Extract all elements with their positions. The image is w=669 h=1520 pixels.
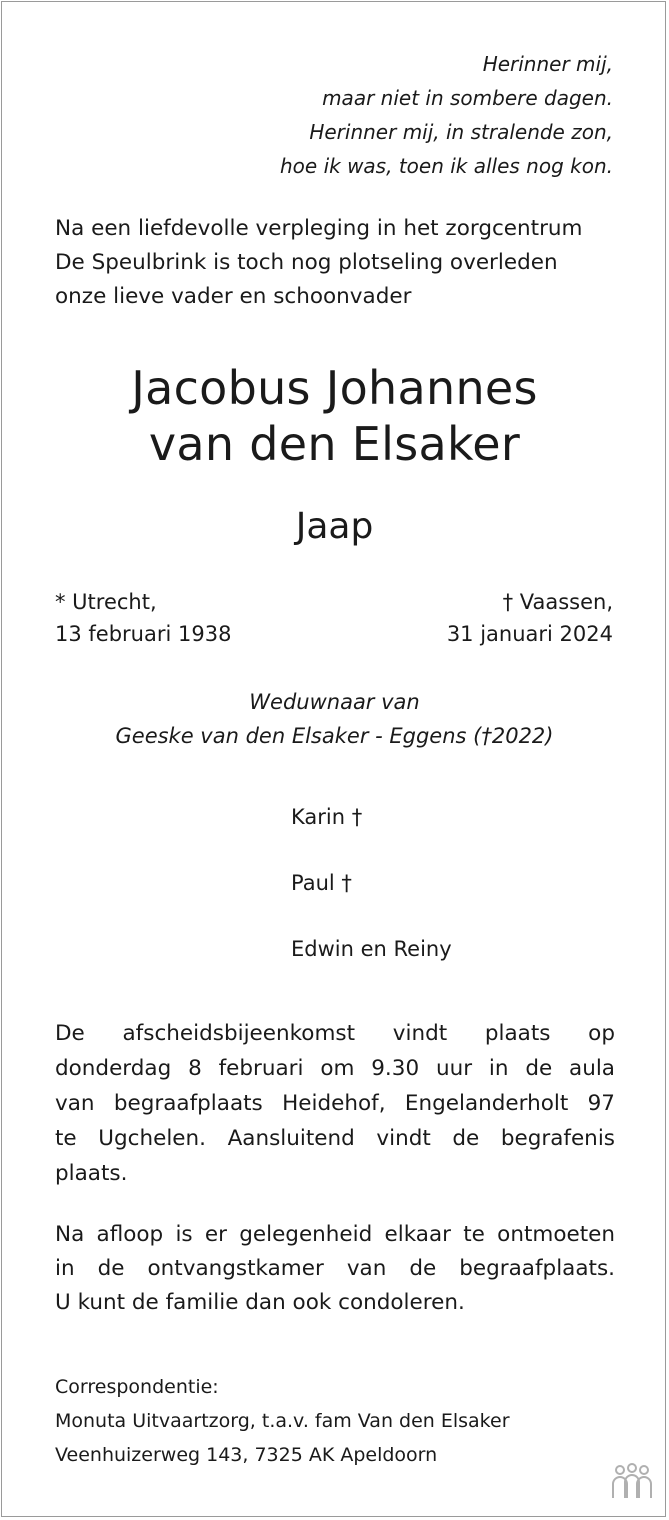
- poem-line: Herinner mij, in stralende zon,: [309, 120, 613, 144]
- gathering-line: Na afloop is er gelegenheid elkaar te ontmoeten: [55, 1222, 615, 1247]
- deceased-name-line2: van den Elsaker: [148, 417, 521, 471]
- intro-text: [55, 212, 615, 314]
- birth-info: [55, 586, 231, 650]
- spouse-name: Geeske van den Elsaker - Eggens (†2022): [115, 724, 554, 748]
- poem-line: Herinner mij,: [482, 52, 613, 76]
- correspondence-label: Correspondentie:: [55, 1376, 219, 1398]
- spouse-label: Weduwnaar van: [249, 690, 420, 714]
- death-date: 31 januari 2024: [446, 622, 613, 646]
- ceremony-line: plaats.: [55, 1161, 128, 1186]
- death-place: † Vaassen,: [502, 590, 613, 614]
- intro-line: De Speulbrink is toch nog plotseling overleden: [55, 250, 558, 275]
- deceased-name: [0, 360, 669, 472]
- intro-line: Na een liefdevolle verpleging in het zorgcentrum: [55, 216, 583, 241]
- gathering-line: in de ontvangstkamer van de begraafplaats.: [55, 1256, 615, 1281]
- deceased-nickname: Jaap: [295, 506, 374, 547]
- family-logo-icon: [608, 1462, 656, 1502]
- ceremony-line: donderdag 8 februari om 9.30 uur in de aula: [55, 1056, 615, 1081]
- gathering-line: U kunt de familie dan ook condoleren.: [55, 1290, 465, 1315]
- deceased-name-line1: Jacobus Johannes: [131, 361, 538, 415]
- child-item: Paul †: [291, 871, 352, 895]
- death-info: [447, 586, 613, 650]
- ceremony-text: [55, 1016, 615, 1191]
- birth-date: 13 februari 1938: [55, 622, 232, 646]
- child-item: Karin †: [291, 805, 363, 829]
- poem-line: hoe ik was, toen ik alles nog kon.: [280, 154, 613, 178]
- correspondence: [55, 1370, 510, 1472]
- children-list: [291, 800, 452, 998]
- ceremony-line: te Ugchelen. Aansluitend vindt de begrafenis: [55, 1126, 615, 1151]
- child-item: Edwin en Reiny: [291, 937, 452, 961]
- ceremony-line: van begraafplaats Heidehof, Engelanderholt 97: [55, 1091, 615, 1116]
- ceremony-line: De afscheidsbijeenkomst vindt plaats op: [55, 1021, 615, 1046]
- gathering-text: [55, 1218, 615, 1320]
- poem-line: maar niet in sombere dagen.: [322, 86, 613, 110]
- spouse-info: [0, 685, 669, 753]
- poem: [113, 47, 613, 183]
- correspondence-line1: Monuta Uitvaartzorg, t.a.v. fam Van den Elsaker: [55, 1410, 510, 1432]
- correspondence-line2: Veenhuizerweg 143, 7325 AK Apeldoorn: [55, 1444, 438, 1466]
- intro-line: onze lieve vader en schoonvader: [55, 284, 412, 309]
- birth-place: * Utrecht,: [55, 590, 157, 614]
